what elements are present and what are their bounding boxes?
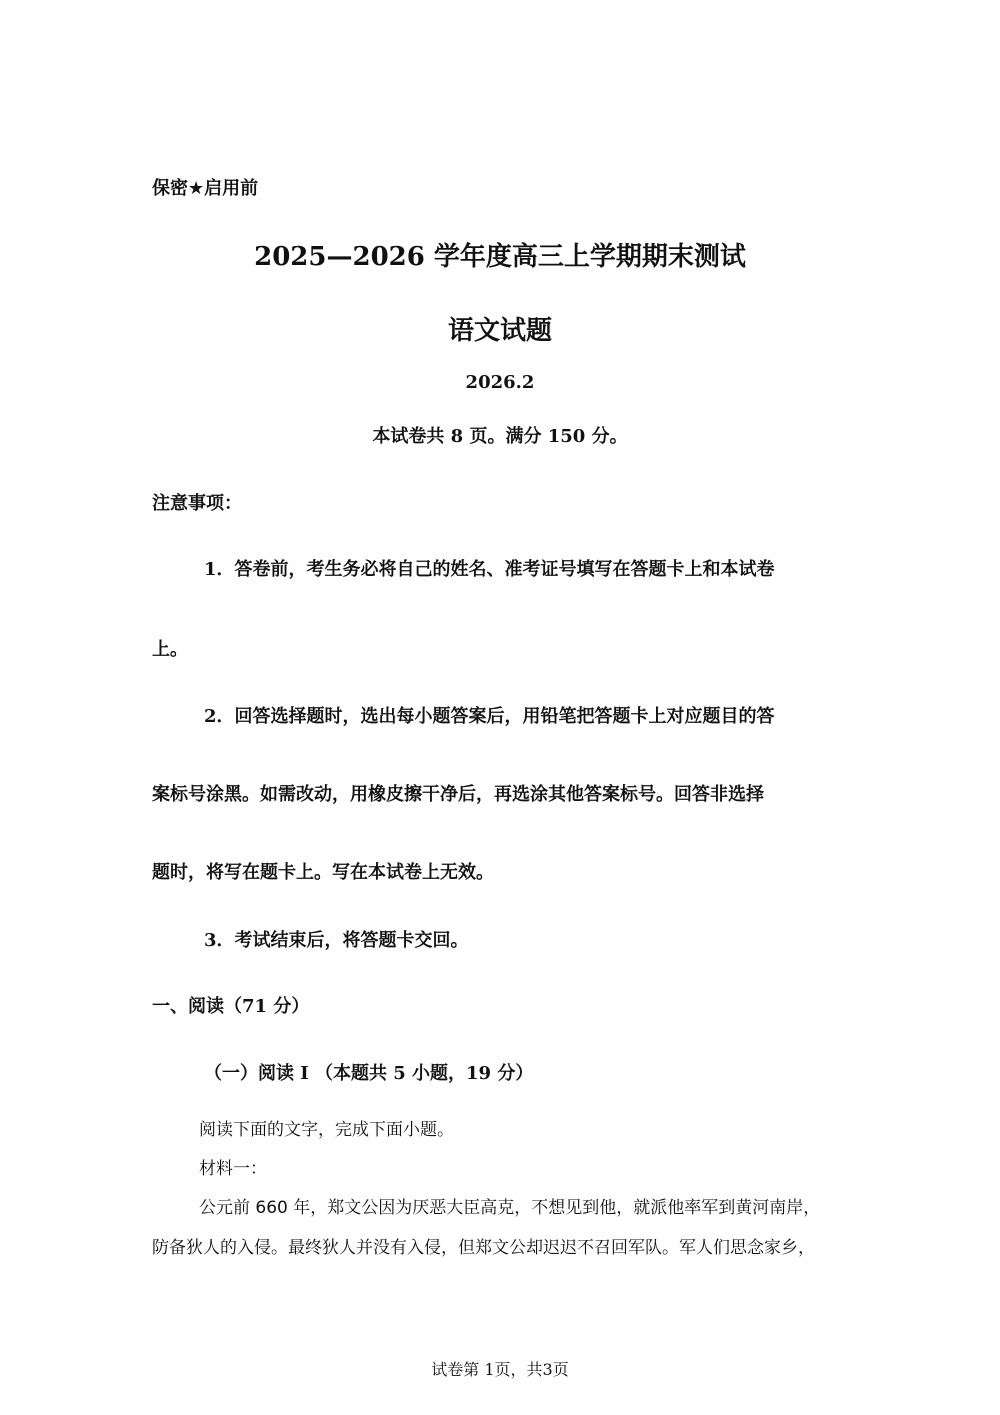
section-subheading: （一）阅读 I （本题共 5 小题，19 分） (204, 1063, 534, 1084)
page-footer: 试卷第 1页，共3页 (431, 1360, 569, 1379)
notice-item-2-line-3: 题时，将写在题卡上。写在本试卷上无效。 (152, 862, 494, 883)
reading-instruction: 阅读下面的文字，完成下面小题。 (199, 1120, 454, 1140)
material-paragraph-line-1: 公元前 660 年，郑文公因为厌恶大臣高克，不想见到他，就派他率军到黄河南岸， (199, 1198, 821, 1218)
material-label: 材料一： (199, 1159, 267, 1179)
material-paragraph-line-2: 防备狄人的入侵。最终狄人并没有入侵，但郑文公却迟迟不召回军队。军人们思念家乡， (152, 1238, 815, 1258)
notice-item-1-line-1: 1．答卷前，考生务必将自己的姓名、准考证号填写在答题卡上和本试卷 (204, 559, 775, 580)
exam-date: 2026.2 (465, 372, 535, 393)
exam-summary: 本试卷共 8 页。满分 150 分。 (372, 426, 628, 447)
notice-item-2-line-2: 案标号涂黑。如需改动，用橡皮擦干净后，再选涂其他答案标号。回答非选择 (152, 784, 764, 805)
subject-title: 语文试题 (447, 316, 552, 346)
exam-title: 2025—2026 学年度高三上学期期末测试 (254, 242, 746, 272)
notice-item-1-line-2: 上。 (152, 639, 188, 660)
notice-heading: 注意事项： (152, 493, 242, 514)
notice-item-3-line-1: 3．考试结束后，将答题卡交回。 (204, 930, 469, 951)
notice-item-2-line-1: 2．回答选择题时，选出每小题答案后，用铅笔把答题卡上对应题目的答 (204, 706, 775, 727)
confidential-label: 保密★启用前 (152, 178, 259, 199)
section-heading: 一、阅读（71 分） (152, 996, 310, 1017)
